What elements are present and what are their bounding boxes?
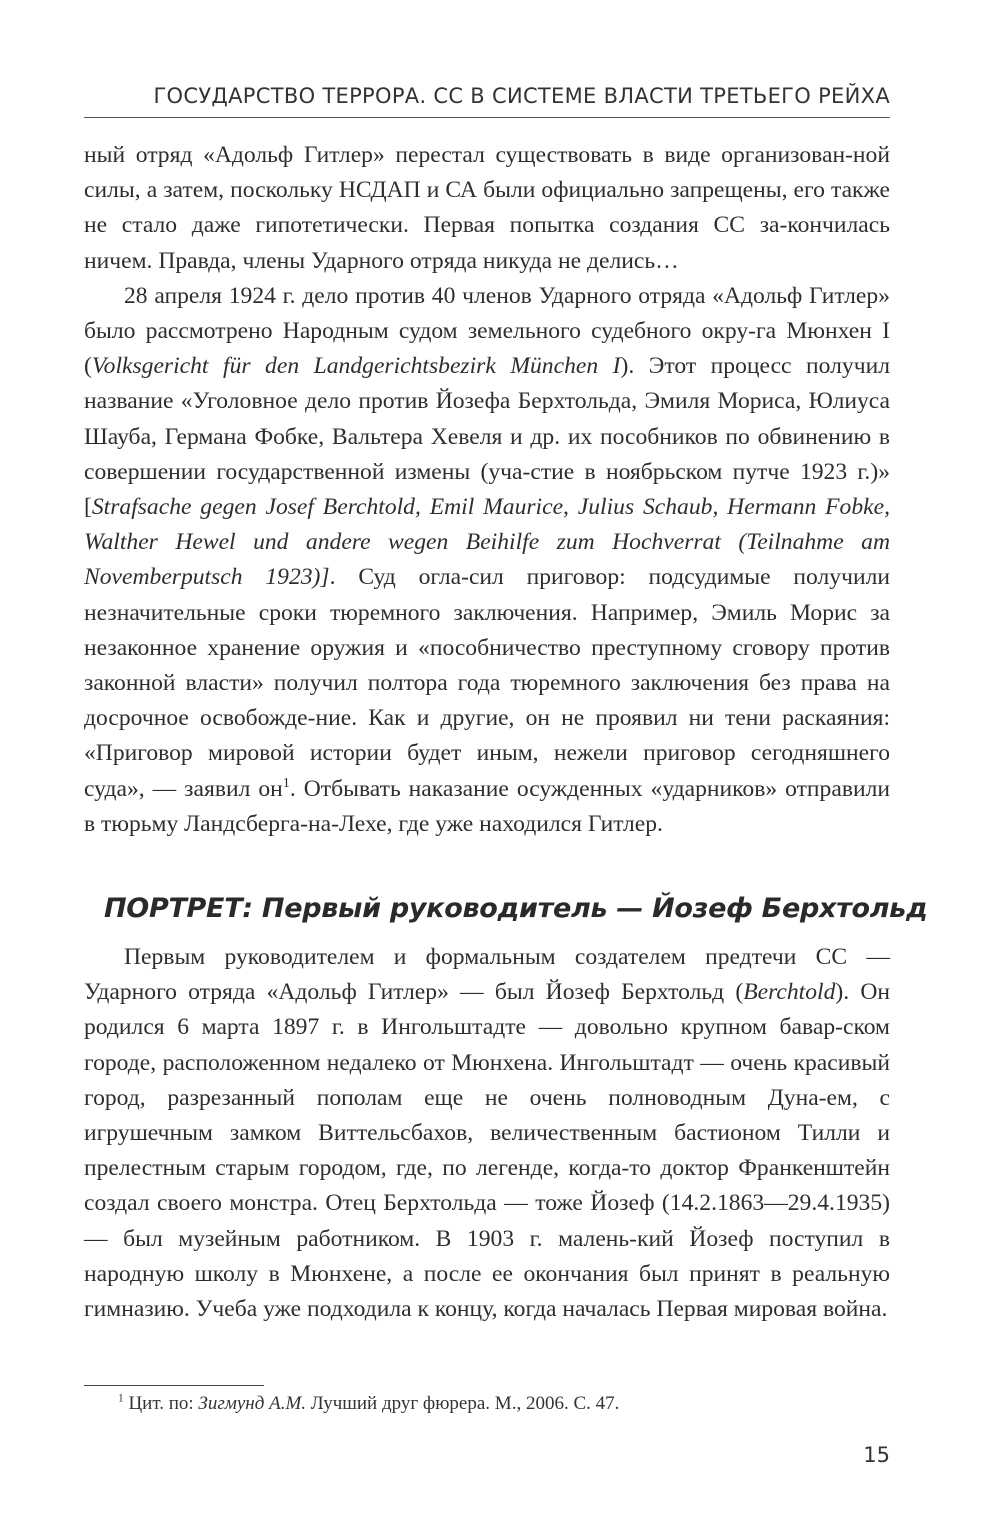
footnote <box>118 1393 619 1415</box>
footnote-prefix: Цит. по: <box>128 1393 199 1414</box>
body-text-after-heading <box>84 940 890 1327</box>
footnote-author: Зигмунд А.М. <box>198 1393 307 1414</box>
text-segment: Первым руководителем и формальным создателем предтечи СС — Ударного отряда «Адольф Гитлер» — был Йозеф Берхтольд ( <box>84 944 890 1006</box>
footnote-ref[interactable]: 1 <box>282 774 290 791</box>
page-number: 15 <box>863 1443 890 1467</box>
text-segment: 28 апреля 1924 г. дело против 40 членов Ударного отряда «Адольф Гитлер» было рассмотрено Народным судом земельного судебного окру-га Мюнхен I ( <box>84 282 890 380</box>
section-heading: ПОРТРЕТ: Первый руководитель — Йозеф Берхтольд <box>104 893 928 924</box>
text-segment: ный отряд «Адольф Гитлер» перестал существовать в виде организован-ной силы, а затем, поскольку НСДАП и СА были официально запрещены, его также не стало даже гипотетически. Первая попытка создания СС за-кончилась ничем. Правда, члены Ударного отряда никуда не делись… <box>84 142 890 274</box>
paragraph <box>84 138 890 279</box>
footnote-marker: 1 <box>118 1392 124 1405</box>
paragraph <box>84 940 890 1327</box>
header-rule <box>84 117 890 118</box>
text-segment: . Отбывать наказание осужденных «ударников» отправили в тюрьму Ландсберга-на-Лехе, где уже находился Гитлер. <box>84 775 890 837</box>
footnote-citation: Лучший друг фюрера. М., 2006. С. 47. <box>306 1393 620 1414</box>
text-segment: . Суд огла-сил приговор: подсудимые получили незначительные сроки тюремного заключения. Например, Эмиль Морис за незаконное хранение оружия и «пособничество преступному сговору против законной власти» получил полтора года тюремного заключения без права на досрочное освобожде-ние. Как и другие, он не проявил ни тени раскаяния: «Приговор мировой истории будет иным, нежели приговор сегодняшнего суда», — заявил он <box>84 564 890 802</box>
text-segment: ). Этот процесс получил название «Уголовное дело против Йозефа Берхтольда, Эмиля Мориса, Юлиуса Шауба, Германа Фобке, Вальтера Хевеля и др. их пособников по обвинению в совершении государственной измены (уча-стие в ноябрьском путче 1923 г.)» [ <box>84 353 890 521</box>
paragraph <box>84 279 890 842</box>
running-header: ГОСУДАРСТВО ТЕРРОРА. СС В СИСТЕМЕ ВЛАСТИ ТРЕТЬЕГО РЕЙХА <box>153 84 890 108</box>
footnote-rule <box>84 1385 264 1386</box>
italic-segment: Strafsache gegen Josef Berchtold, Emil Maurice, Julius Schaub, Hermann Fobke, Walther Hewel und andere wegen Beihilfe zum Hochverrat (Teilnahme am Novemberputsch 1923)] <box>84 494 890 591</box>
text-segment: ). Он родился 6 марта 1897 г. в Ингольштадте — довольно крупном бавар-ском городе, расположенном недалеко от Мюнхена. Ингольштадт — очень красивый город, разрезанный пополам еще не очень полноводным Дуна-ем, с игрушечным замком Виттельсбахов, величественным бастионом Тилли и прелестным старым городом, где, по легенде, когда-то доктор Франкенштейн создал своего монстра. Отец Берхтольда — тоже Йозеф (14.2.1863—29.4.1935) — был музейным работником. В 1903 г. малень-кий Йозеф поступил в народную школу в Мюнхене, а после ее окончания был принят в реальную гимназию. Учеба уже подходила к концу, когда началась Первая мировая война. <box>84 979 890 1323</box>
body-text-before-heading <box>84 138 890 842</box>
italic-segment: Volksgericht für den Landgerichtsbezirk München I <box>91 353 621 380</box>
italic-segment: Berchtold <box>743 979 836 1006</box>
